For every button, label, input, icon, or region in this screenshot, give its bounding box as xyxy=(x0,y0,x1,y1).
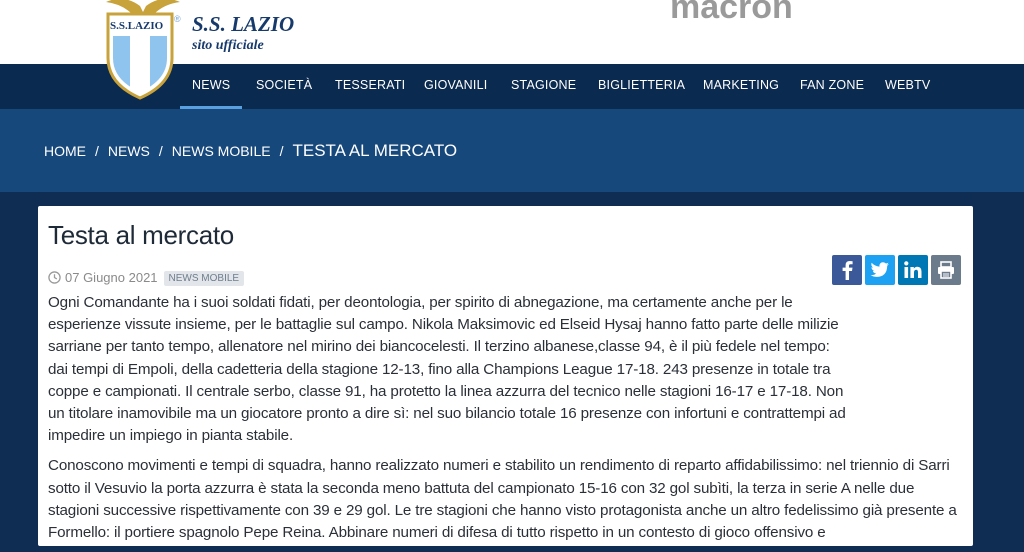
registered-mark: ® xyxy=(174,14,181,24)
breadcrumb-separator: / xyxy=(279,143,284,159)
article-paragraph: Ogni Comandante ha i suoi soldati fidati, per deontologia, per spirito di abnegazione, ma certamente anche per le esperienze vissute insieme, per le battaglie sul campo. Nikola Maksimovic ed Elseid Hysaj hanno fatto parte delle milizie sarriane per tanto tempo, allenatore nel mirino dei biancocelesti. Il terzino albanese,classe 94, è il più fedele nel tempo: dai tempi di Empoli, della cadetteria della stagione 12-13, fino alla Champions League 17-18. 243 presenze in totale tra coppe e campionati. Il centrale serbo, classe 91, ha protetto la linea azzurra del tecnico nelle stagioni 16-17 e 17-18. Non un titolare inamovibile ma un giocatore pronto a dire sì: nel suo bilancio totale 16 presenze con infortuni e contrattempi ad impedire un impiego in pianta stabile. xyxy=(48,294,846,445)
nav-item-biglietteria[interactable]: BIGLIETTERIA xyxy=(598,78,686,92)
article-paragraph: Conoscono movimenti e tempi di squadra, hanno realizzato numeri e stabilito un rendimento di reparto affidabilissimo: nel triennio di Sarri sotto il Vesuvio la porta azzurra è stata la seconda meno battuta del campionato 15-16 con 32 gol subìti, la terza in serie A nelle due stagioni successive rispettivamente con 39 e 29 gol. Le tre stagioni che hanno visto protagonista anche un altro fedelissimo già presente a Formello: il portiere spagnolo Pepe Reina. Abbinare numeri di difesa di tutto rispetto in un contesto di gioco offensivo e xyxy=(48,457,957,542)
print-icon xyxy=(936,260,956,280)
print-button[interactable] xyxy=(931,255,961,285)
breadcrumb-news[interactable]: NEWS xyxy=(107,143,150,159)
clock-icon xyxy=(48,271,61,284)
article-card xyxy=(38,206,973,546)
breadcrumb-home[interactable]: HOME xyxy=(44,143,86,159)
nav-item-societa[interactable]: SOCIETÀ xyxy=(256,78,313,92)
nav-item-marketing[interactable]: MARKETING xyxy=(703,78,780,92)
breadcrumb-current: TESTA AL MERCATO xyxy=(292,141,458,160)
nav-item-tesserati[interactable]: TESSERATI xyxy=(335,78,406,92)
share-linkedin-button[interactable] xyxy=(898,255,928,285)
nav-item-stagione[interactable]: STAGIONE xyxy=(511,78,577,92)
club-name: S.S. LAZIO xyxy=(192,12,295,36)
breadcrumb-news-mobile[interactable]: NEWS MOBILE xyxy=(171,143,271,159)
club-logo[interactable] xyxy=(100,0,300,100)
facebook-icon xyxy=(839,260,855,280)
linkedin-icon xyxy=(903,260,923,280)
category-badge[interactable]: NEWS MOBILE xyxy=(164,271,245,286)
twitter-icon xyxy=(870,261,890,279)
share-facebook-button[interactable] xyxy=(832,255,862,285)
page-title: Testa al mercato xyxy=(48,220,234,250)
article-meta xyxy=(48,270,244,288)
nav-item-webtv[interactable]: WEBTV xyxy=(885,78,931,92)
breadcrumb xyxy=(44,141,457,161)
nav-item-news[interactable]: NEWS xyxy=(180,64,242,109)
breadcrumb-separator: / xyxy=(95,143,99,159)
article-date: 07 Giugno 2021 xyxy=(65,270,158,285)
sponsor-logo[interactable]: macron xyxy=(670,0,793,26)
shield-text: S.S.LAZIO xyxy=(110,20,164,32)
breadcrumb-separator: / xyxy=(158,143,163,159)
nav-item-fan-zone[interactable]: FAN ZONE xyxy=(800,78,865,92)
share-twitter-button[interactable] xyxy=(865,255,895,285)
article-body xyxy=(48,292,966,552)
club-subtitle: sito ufficiale xyxy=(192,38,264,53)
share-bar xyxy=(832,255,962,285)
nav-item-giovanili[interactable]: GIOVANILI xyxy=(424,78,488,92)
